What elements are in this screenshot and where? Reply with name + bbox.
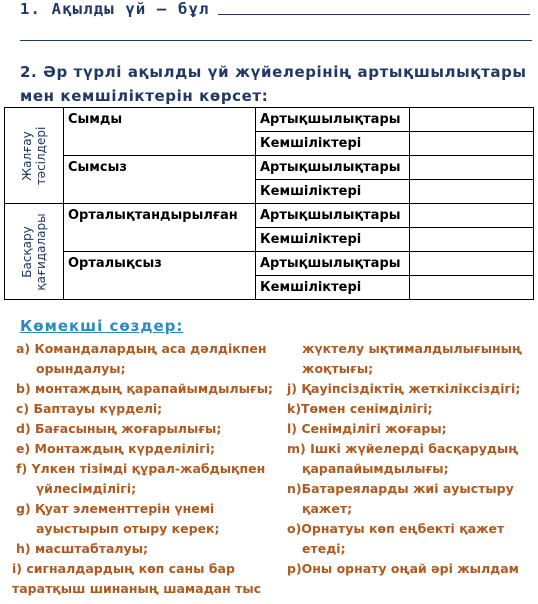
helper-word: a) Командалардың аса дәлдікпен xyxy=(16,341,267,356)
helper-word: қажет; xyxy=(302,501,353,516)
advantages-label: Артықшылықтары xyxy=(256,108,410,132)
helper-word: ауыстырып отыру керек; xyxy=(36,521,220,536)
advantages-label: Артықшылықтары xyxy=(256,204,410,228)
answer-cell[interactable] xyxy=(410,156,534,180)
helper-word: j) Қауіпсіздіктің жеткіліксіздігі; xyxy=(287,381,521,396)
group1-label-line-2: тәсілдері xyxy=(34,126,48,185)
question-1: 1. Ақылды үй – бұл xyxy=(20,0,210,18)
answer-line-2[interactable] xyxy=(20,40,532,41)
helper-word: h) масштабталуы; xyxy=(16,541,148,556)
helper-word: жүктелу ықтималдылығының xyxy=(302,341,523,356)
helper-word: c) Баптауы күрделі; xyxy=(16,401,163,416)
answer-cell[interactable] xyxy=(410,228,534,252)
answer-cell[interactable] xyxy=(410,108,534,132)
answer-cell[interactable] xyxy=(410,252,534,276)
disadvantages-label: Кемшіліктері xyxy=(256,228,410,252)
group2-label-line-2: қағидалары xyxy=(34,212,48,291)
answer-line-1[interactable] xyxy=(218,14,530,15)
disadvantages-label: Кемшіліктері xyxy=(256,132,410,156)
question-2-line-1: 2. Әр түрлі ақылды үй жүйелерінің артықшылықтары xyxy=(20,63,527,81)
helper-word: f) Үлкен тізімді құрал-жабдықпен xyxy=(16,461,266,476)
answer-cell[interactable] xyxy=(410,204,534,228)
group-label-control xyxy=(5,204,64,300)
helper-word: m) Ішкі жүйелерді басқарудың xyxy=(287,441,519,456)
group1-label-line-1: Жалғау xyxy=(20,130,34,181)
helper-word: l) Сенімділігі жоғары; xyxy=(287,421,447,436)
helper-word: e) Монтаждың күрделілігі; xyxy=(16,441,216,456)
comparison-table xyxy=(4,107,534,300)
helper-word: үйлесімділігі; xyxy=(36,481,137,496)
disadvantages-label: Кемшіліктері xyxy=(256,180,410,204)
helper-word: p)Оны орнату оңай әрі жылдам xyxy=(287,561,519,576)
category-decentralized: Орталықсыз xyxy=(64,252,256,300)
category-wired: Сымды xyxy=(64,108,256,156)
helper-word: таратқыш шинаның шамадан тыс xyxy=(12,581,262,596)
category-centralized: Орталықтандырылған xyxy=(64,204,256,252)
question-2-line-2: мен кемшіліктерін көрсет: xyxy=(20,87,269,105)
helper-word: i) сигналдардың көп саны бар xyxy=(12,561,235,576)
answer-cell[interactable] xyxy=(410,276,534,300)
helper-word: етеді; xyxy=(302,541,346,556)
helper-word: b) монтаждың қарапайымдылығы; xyxy=(16,381,274,396)
helper-word: o)Орнатуы көп еңбекті қажет xyxy=(287,521,505,536)
answer-cell[interactable] xyxy=(410,180,534,204)
helper-words-title: Көмекші сөздер: xyxy=(20,317,184,335)
answer-cell[interactable] xyxy=(410,132,534,156)
advantages-label: Артықшылықтары xyxy=(256,252,410,276)
category-wireless: Сымсыз xyxy=(64,156,256,204)
group2-label-line-1: Басқару xyxy=(20,225,34,278)
advantages-label: Артықшылықтары xyxy=(256,156,410,180)
helper-word: n)Батареяларды жиі ауыстыру xyxy=(287,481,514,496)
helper-word: d) Бағасының жоғарылығы; xyxy=(16,421,222,436)
helper-word: k)Төмен сенімділігі; xyxy=(287,401,433,416)
group-label-connection xyxy=(5,108,64,204)
helper-word: жоқтығы; xyxy=(302,361,374,376)
helper-word: қарапайымдылығы; xyxy=(302,461,449,476)
helper-word: g) Қуат элементтерін үнемі xyxy=(16,501,215,516)
disadvantages-label: Кемшіліктері xyxy=(256,276,410,300)
helper-word: орындалуы; xyxy=(36,361,126,376)
